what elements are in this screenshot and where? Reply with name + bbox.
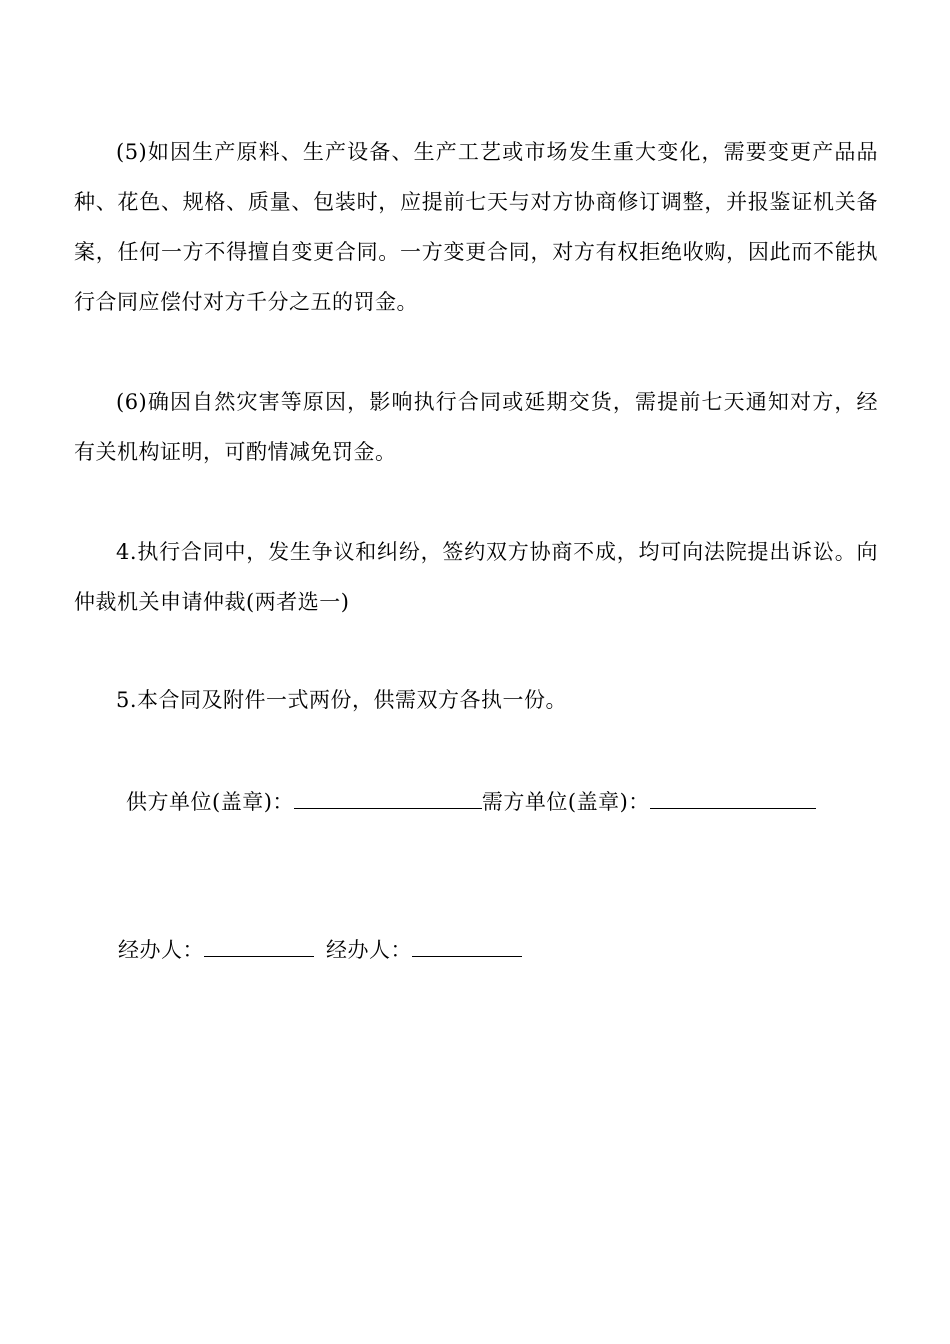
clause-5-paragraph: (5)如因生产原料、生产设备、生产工艺或市场发生重大变化，需要变更产品品种、花色、规格、质量、包装时，应提前七天与对方协商修订调整，并报鉴证机关备案，任何一方不得擅自变更合同。一方变更合同，对方有权拒绝收购，因此而不能执行合同应偿付对方千分之五的罚金。 [74,140,878,314]
item-5-paragraph: 5.本合同及附件一式两份，供需双方各执一份。 [116,688,568,712]
demander-unit-blank [650,786,816,809]
agent-2-blank [412,934,522,957]
demander-unit-label: 需方单位(盖章)： [481,790,650,814]
unit-signature-line [126,786,816,817]
supplier-unit-label: 供方单位(盖章)： [126,790,294,814]
agent-signature-line [118,934,522,965]
agent-1-blank [204,934,314,957]
agent-1-label: 经办人： [118,938,204,962]
agent-2-label: 经办人： [326,938,412,962]
clause-6-paragraph: (6)确因自然灾害等原因，影响执行合同或延期交货，需提前七天通知对方，经有关机构证明，可酌情减免罚金。 [74,390,878,464]
supplier-unit-blank [294,786,482,809]
item-4-paragraph: 4.执行合同中，发生争议和纠纷，签约双方协商不成，均可向法院提出诉讼。向仲裁机关申请仲裁(两者选一) [74,540,878,614]
